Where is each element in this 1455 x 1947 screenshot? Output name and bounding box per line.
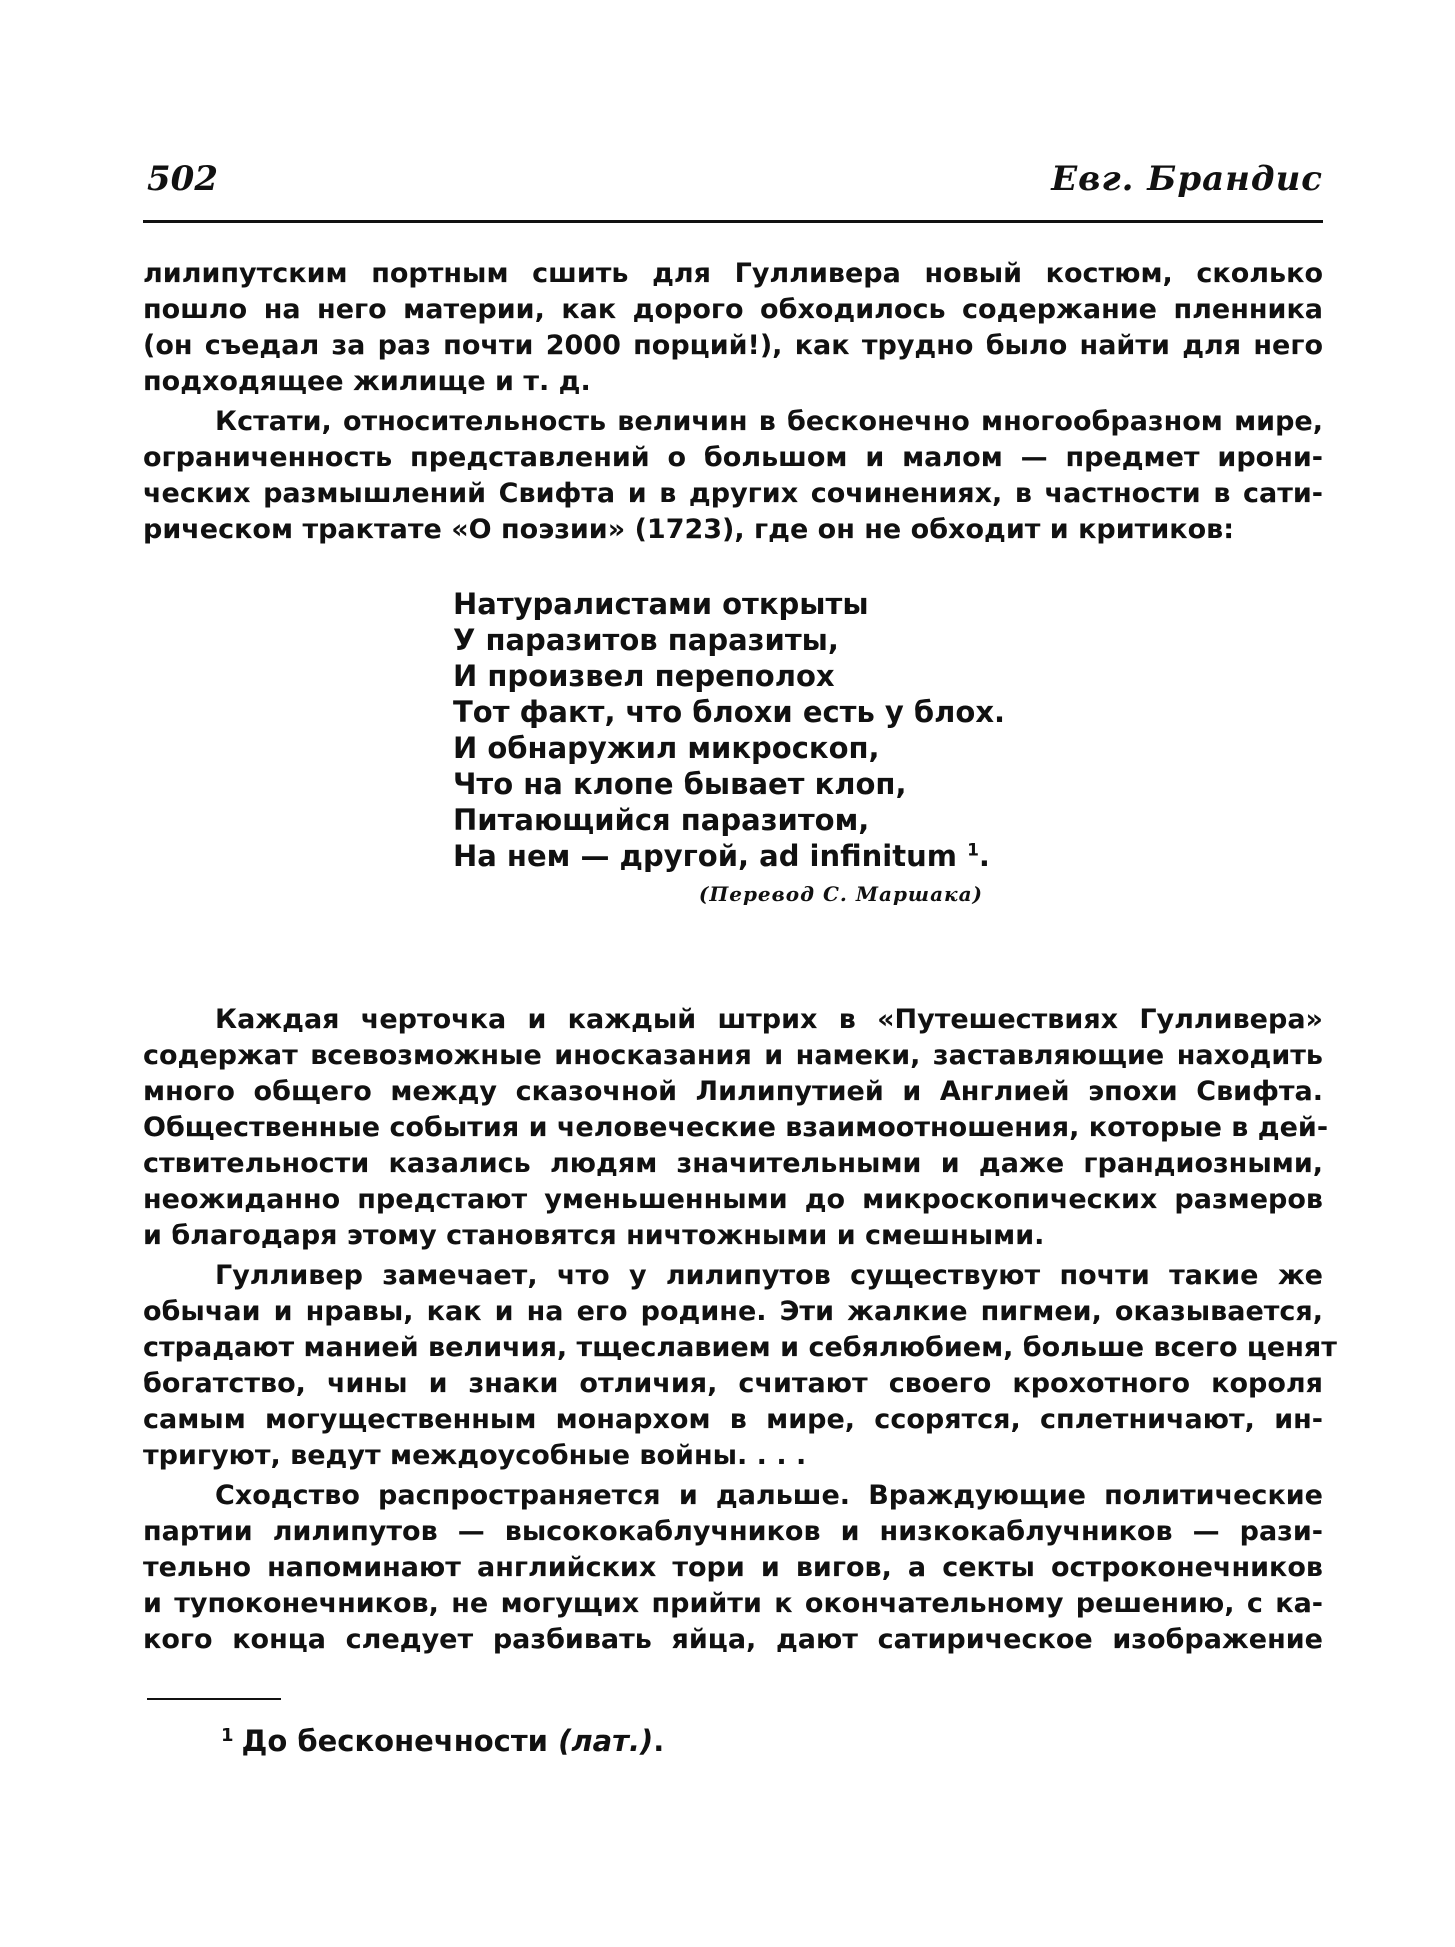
poem-line: Тот факт, что блохи есть у блох. [453, 695, 1006, 729]
paragraph [143, 404, 1323, 548]
footnote-end: . [653, 1724, 665, 1758]
text-line: рическом трактате «О поэзии» (1723), где он не обходит и критиков: [143, 514, 1234, 545]
text-line: ствительности казались людям значительными и даже грандиозными, [143, 1148, 1323, 1179]
paragraph [143, 1002, 1329, 1254]
footnote-language: (лат.) [558, 1724, 654, 1758]
paragraph [143, 256, 1323, 400]
poem-last-line [453, 838, 1005, 874]
text-line: Общественные события и человеческие взаимоотношения, которые в дей- [143, 1112, 1329, 1143]
poem-line: У паразитов паразиты, [453, 623, 839, 657]
poem-line: И обнаружил микроскоп, [453, 731, 880, 765]
poem-line: Питающийся паразитом, [453, 803, 870, 837]
header-rule [143, 220, 1323, 223]
translation-attribution: (Перевод С. Маршака) [698, 882, 983, 906]
paragraph [143, 1478, 1323, 1658]
footnote-reference: 1 [967, 840, 979, 861]
footnote-marker: 1 [221, 1725, 234, 1746]
poem-line: И произвел переполох [453, 659, 835, 693]
text-line: пошло на него материи, как дорого обходилось содержание пленника [143, 294, 1323, 325]
text-line: и тупоконечников, не могущих прийти к окончательному решению, с ка- [143, 1588, 1323, 1619]
text-line: подходящее жилище и т. д. [143, 366, 591, 397]
body-text-top [143, 256, 1323, 548]
text-line: богатство, чины и знаки отличия, считают своего крохотного короля [143, 1368, 1323, 1399]
text-line: обычаи и нравы, как и на его родине. Эти жалкие пигмеи, оказывается, [143, 1296, 1323, 1327]
footnote [221, 1716, 664, 1761]
page-number: 502 [147, 159, 218, 199]
poem-line-end: . [978, 839, 990, 873]
poem-line: Что на клопе бывает клоп, [453, 767, 907, 801]
paragraph [143, 1258, 1337, 1474]
text-line: (он съедал за раз почти 2000 порций!), как трудно было найти для него [143, 330, 1323, 361]
text-line: Кстати, относительность величин в бесконечно многообразном мире, [215, 406, 1323, 437]
text-line: Сходство распространяется и дальше. Враждующие политические [215, 1480, 1323, 1511]
text-line: кого конца следует разбивать яйца, дают сатирическое изображение [143, 1624, 1323, 1655]
text-line: лилипутским портным сшить для Гулливера новый костюм, сколько [143, 258, 1323, 289]
text-line: ограниченность представлений о большом и малом — предмет ирони- [143, 442, 1323, 473]
page-header [143, 150, 1323, 208]
text-line: неожиданно предстают уменьшенными до микроскопических размеров [143, 1184, 1323, 1215]
poem [453, 586, 1005, 874]
text-line: содержат всевозможные иносказания и намеки, заставляющие находить [143, 1040, 1323, 1071]
body-text-bottom [143, 1002, 1337, 1658]
text-line: ческих размышлений Свифта и в других сочинениях, в частности в сати- [143, 478, 1323, 509]
text-line: и благодаря этому становятся ничтожными и смешными. [143, 1220, 1045, 1251]
text-line: самым могущественным монархом в мире, ссорятся, сплетничают, ин- [143, 1404, 1323, 1435]
text-line: Гулливер замечает, что у лилипутов существуют почти такие же [215, 1260, 1323, 1291]
text-line: страдают манией величия, тщеславием и себялюбием, больше всего ценят [143, 1332, 1337, 1363]
poem-line-text: На нем — другой, ad infinitum [453, 839, 957, 873]
text-line: тригуют, ведут междоусобные войны. . . . [143, 1440, 807, 1471]
text-line: Каждая черточка и каждый штрих в «Путешествиях Гулливера» [215, 1004, 1323, 1035]
text-line: много общего между сказочной Лилипутией и Англией эпохи Свифта. [143, 1076, 1323, 1107]
footnote-rule [147, 1698, 281, 1700]
running-head: Евг. Брандис [1051, 159, 1323, 199]
footnote-text: До бесконечности [241, 1724, 548, 1758]
text-line: тельно напоминают английских тори и вигов, а секты остроконечников [143, 1552, 1323, 1583]
poem-line: Натуралистами открыты [453, 587, 869, 621]
text-line: партии лилипутов — высококаблучников и низкокаблучников — рази- [143, 1516, 1323, 1547]
page [143, 150, 1337, 1758]
